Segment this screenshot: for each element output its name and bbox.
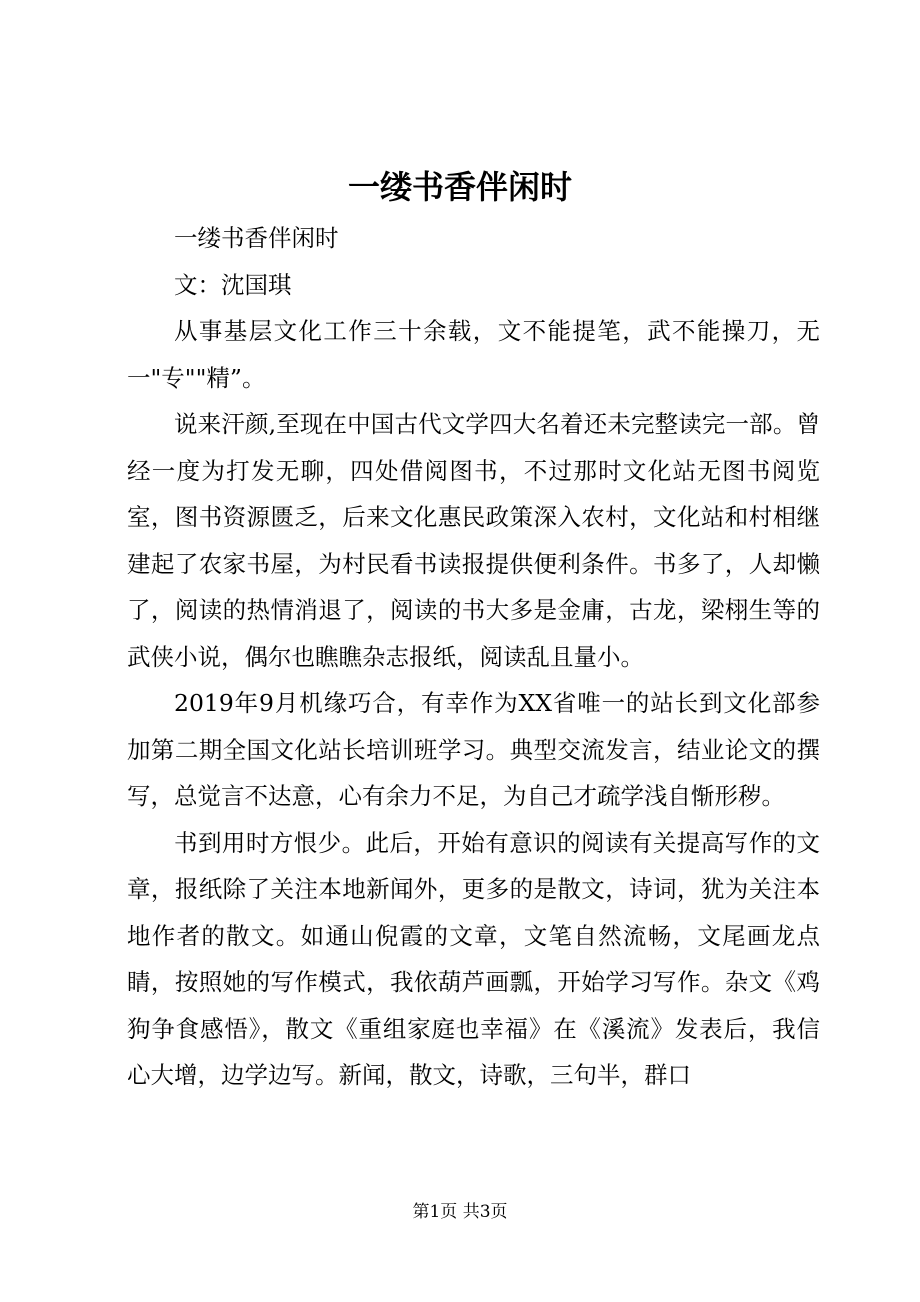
document-body bbox=[127, 215, 820, 1099]
paragraph: 说来汗颜,至现在中国古代文学四大名着还未完整读完一部。曾经一度为打发无聊，四处借阅图书，不过那时文化站无图书阅览室，图书资源匮乏，后来文化惠民政策深入农村，文化站和村相继建起了农家书屋，为村民看书读报提供便利条件。书多了，人却懒了，阅读的热情消退了，阅读的书大多是金庸，古龙，梁栩生等的武侠小说，偶尔也瞧瞧杂志报纸，阅读乱且量小。 bbox=[127, 410, 820, 671]
document-title: 一缕书香伴闲时 bbox=[347, 168, 572, 206]
paragraph: 书到用时方恨少。此后，开始有意识的阅读有关提高写作的文章，报纸除了关注本地新闻外，更多的是散文，诗词，犹为关注本地作者的散文。如通山倪霞的文章，文笔自然流畅，文尾画龙点睛，按照她的写作模式，我依葫芦画瓢，开始学习写作。杂文《鸡狗争食感悟》，散文《重组家庭也幸福》在《溪流》发表后，我信心大增，边学边写。新闻，散文，诗歌，三句半，群口 bbox=[127, 828, 820, 1089]
paragraph: 2019年9月机缘巧合，有幸作为XX省唯一的站长到文化部参加第二期全国文化站长培训班学习。典型交流发言，结业论文的撰写，总觉言不达意，心有余力不足，为自己才疏学浅自惭形秽。 bbox=[127, 689, 820, 810]
paragraph: 从事基层文化工作三十余载，文不能提笔，武不能操刀，无一"专""精”。 bbox=[127, 317, 820, 392]
page-number-footer: 第1页 共3页 bbox=[412, 1202, 508, 1222]
paragraph-author: 文：沈国琪 bbox=[174, 270, 292, 299]
paragraph-subtitle: 一缕书香伴闲时 bbox=[174, 224, 339, 252]
